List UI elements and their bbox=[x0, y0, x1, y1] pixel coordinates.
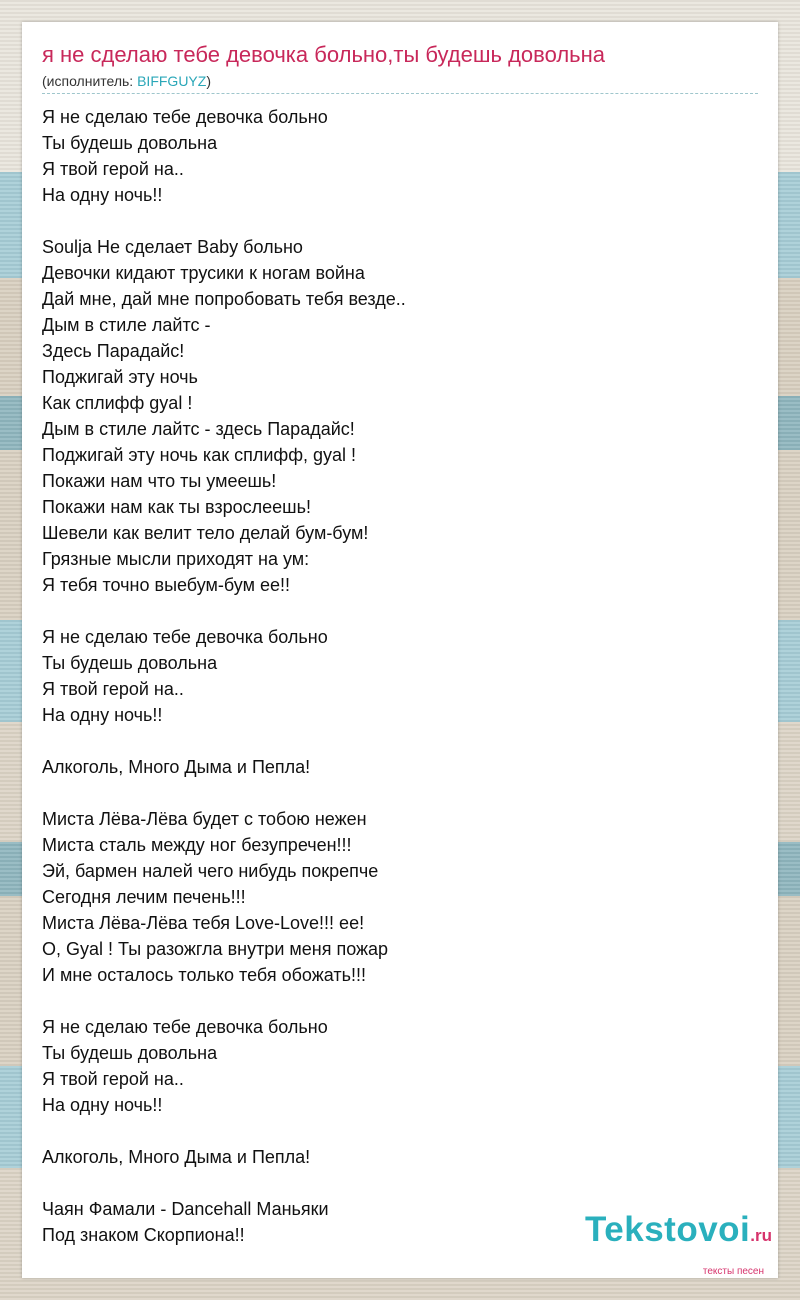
lyrics-card bbox=[22, 22, 778, 1278]
lyric-line: Чаян Фамали - Dancehall Маньяки bbox=[42, 1199, 329, 1219]
lyric-line bbox=[42, 988, 758, 1014]
lyric-line bbox=[42, 598, 758, 624]
lyric-line: Soulja Не сделает Baby больно bbox=[42, 237, 303, 257]
lyric-line: На одну ночь!! bbox=[42, 705, 163, 725]
lyric-line bbox=[42, 728, 758, 754]
lyric-line: Я не сделаю тебе девочка больно bbox=[42, 1017, 328, 1037]
lyric-line: Миста Лёва-Лёва тебя Love-Love!!! ее! bbox=[42, 913, 365, 933]
lyric-line: Ты будешь довольна bbox=[42, 653, 218, 673]
lyric-line: Здесь Парадайс! bbox=[42, 341, 185, 361]
lyric-line: Эй, бармен налей чего нибудь покрепче bbox=[42, 861, 379, 881]
lyric-line: Поджигай эту ночь bbox=[42, 367, 198, 387]
lyric-line: Алкоголь, Много Дыма и Пепла! bbox=[42, 757, 311, 777]
lyric-line: Я не сделаю тебе девочка больно bbox=[42, 627, 328, 647]
lyric-line: Грязные мысли приходят на ум: bbox=[42, 549, 310, 569]
lyric-line bbox=[42, 780, 758, 806]
lyric-line: Дым в стиле лайтс - здесь Парадайс! bbox=[42, 419, 355, 439]
lyric-line: Я не сделаю тебе девочка больно bbox=[42, 107, 328, 127]
artist-link[interactable]: BIFFGUYZ bbox=[137, 73, 207, 89]
lyric-line: Шевели как велит тело делай бум-бум! bbox=[42, 523, 369, 543]
lyric-line: Как сплифф gyal ! bbox=[42, 393, 193, 413]
lyric-line: Покажи нам как ты взрослеешь! bbox=[42, 497, 311, 517]
artist-suffix: ) bbox=[206, 73, 211, 89]
lyric-line: Ты будешь довольна bbox=[42, 1043, 218, 1063]
title-divider bbox=[42, 93, 758, 94]
lyric-line: Миста Лёва-Лёва будет с тобою нежен bbox=[42, 809, 367, 829]
logo-tagline: тексты песен bbox=[702, 1266, 764, 1277]
lyric-line: Алкоголь, Много Дыма и Пепла! bbox=[42, 1147, 311, 1167]
lyric-line: И мне осталось только тебя обожать!!! bbox=[42, 965, 366, 985]
lyric-line bbox=[42, 1170, 758, 1196]
lyric-line: Я твой герой на.. bbox=[42, 159, 184, 179]
artist-prefix: (исполнитель: bbox=[42, 73, 138, 89]
lyric-line: Сегодня лечим печень!!! bbox=[42, 887, 246, 907]
artist-line bbox=[42, 73, 211, 89]
site-logo[interactable] bbox=[585, 1212, 772, 1247]
lyric-line: Я твой герой на.. bbox=[42, 679, 184, 699]
lyric-line: Дай мне, дай мне попробовать тебя везде.. bbox=[42, 289, 406, 309]
lyric-line: На одну ночь!! bbox=[42, 1095, 163, 1115]
lyric-line bbox=[42, 208, 758, 234]
lyric-line: Покажи нам что ты умеешь! bbox=[42, 471, 277, 491]
logo-tld: .ru bbox=[750, 1226, 772, 1245]
lyric-line: Ты будешь довольна bbox=[42, 133, 218, 153]
lyric-line bbox=[42, 1118, 758, 1144]
lyric-line: О, Gyal ! Ты разожгла внутри меня пожар bbox=[42, 939, 389, 959]
lyric-line: Девочки кидают трусики к ногам война bbox=[42, 263, 365, 283]
lyric-line: Я твой герой на.. bbox=[42, 1069, 184, 1089]
page-title: я не сделаю тебе девочка больно,ты будешь довольна bbox=[42, 42, 606, 67]
lyric-line: Под знаком Скорпиона!! bbox=[42, 1225, 245, 1245]
lyric-line: Я тебя точно выебум-бум ее!! bbox=[42, 575, 291, 595]
lyric-line: Поджигай эту ночь как сплифф, gyal ! bbox=[42, 445, 357, 465]
lyric-line: Миста сталь между ног безупречен!!! bbox=[42, 835, 352, 855]
lyrics-text bbox=[42, 104, 758, 1248]
lyric-line: На одну ночь!! bbox=[42, 185, 163, 205]
logo-name: Tekstovoi bbox=[584, 1210, 751, 1249]
lyric-line: Дым в стиле лайтс - bbox=[42, 315, 211, 335]
